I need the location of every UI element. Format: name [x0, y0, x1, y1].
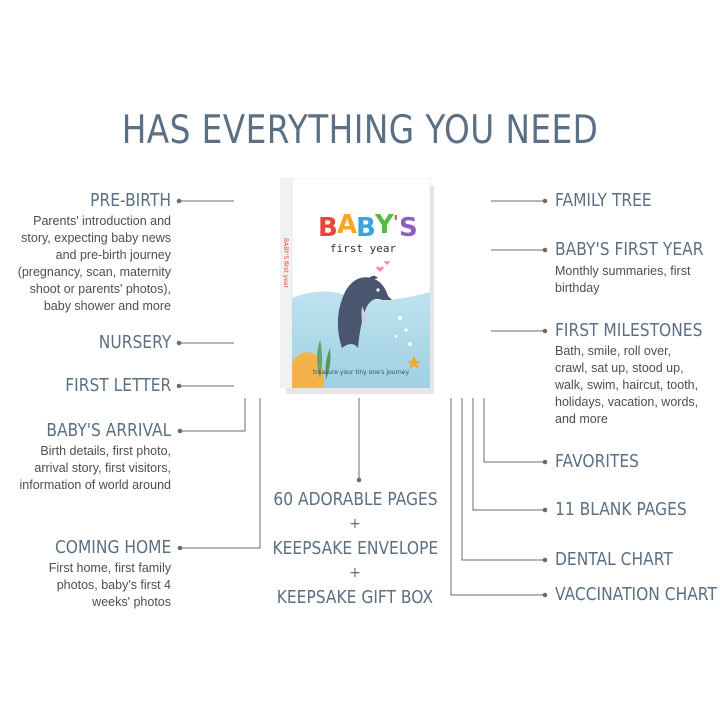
book-title-letter: B: [318, 213, 338, 243]
desc-line: photos, baby's first 4: [56, 578, 171, 592]
heading-dental-chart: DENTAL CHART: [555, 549, 673, 570]
desc-line: baby shower and more: [43, 299, 171, 313]
connector-dot: [178, 429, 182, 433]
desc-pre-birth: [0, 213, 171, 315]
desc-line: information of world around: [19, 478, 171, 492]
desc-line: arrival story, first visitors,: [34, 461, 171, 475]
book-spine-text: BABY'S first year: [282, 238, 289, 289]
desc-line: holidays, vacation, words,: [555, 395, 699, 409]
book-title-letters: [318, 210, 418, 243]
desc-line: (pregnancy, scan, maternity: [17, 265, 171, 279]
desc-line: crawl, sat up, stood up,: [555, 361, 684, 375]
desc-first-milestones: [555, 343, 717, 428]
book-cover-image: [280, 178, 434, 394]
desc-line: Birth details, first photo,: [40, 444, 171, 458]
desc-babys-first-year: [555, 263, 715, 297]
connector-favorites: [484, 398, 545, 462]
heading-11-blank-pages: 11 BLANK PAGES: [555, 499, 687, 520]
desc-line: First home, first family: [48, 561, 171, 575]
desc-line: Monthly summaries, first: [555, 264, 691, 278]
heading-favorites: FAVORITES: [555, 451, 639, 472]
connector-dot: [178, 546, 182, 550]
heading-pre-birth: PRE-BIRTH: [90, 190, 171, 211]
book-title-letter: S: [399, 213, 418, 243]
book-title-letter: A: [337, 210, 358, 240]
connector-dot: [177, 199, 181, 203]
connector-dot: [543, 460, 547, 464]
center-plus: +: [349, 516, 361, 532]
heading-vaccination-chart: VACCINATION CHART: [555, 584, 717, 605]
heading-babys-first-year: BABY'S FIRST YEAR: [555, 239, 704, 260]
connector-dot: [543, 248, 547, 252]
heading-coming-home: COMING HOME: [54, 537, 171, 558]
book-tagline: treasure your tiny one's journey: [313, 369, 409, 376]
desc-line: weeks' photos: [92, 595, 171, 609]
connector-dot: [177, 341, 181, 345]
desc-line: and more: [555, 412, 608, 426]
connector-dot: [543, 329, 547, 333]
desc-line: Bath, smile, roll over,: [555, 344, 672, 358]
desc-babys-arrival: [0, 443, 171, 494]
desc-line: walk, swim, haircut, tooth,: [555, 378, 699, 392]
desc-line: story, expecting baby news: [21, 231, 171, 245]
connector-dot: [177, 384, 181, 388]
book-title-letter: Y: [375, 210, 394, 240]
book-subtitle: first year: [329, 242, 397, 255]
heading-first-letter: FIRST LETTER: [64, 375, 171, 396]
center-keepsake-envelope: KEEPSAKE ENVELOPE: [272, 538, 438, 559]
connector-babys-arrival: [180, 398, 245, 431]
page-title: HAS EVERYTHING YOU NEED: [121, 108, 599, 153]
heading-nursery: NURSERY: [98, 332, 171, 353]
connector-dot: [357, 478, 361, 482]
desc-coming-home: [0, 560, 171, 611]
desc-line: birthday: [555, 281, 600, 295]
connector-dot: [543, 593, 547, 597]
connector-dot: [543, 558, 547, 562]
center-keepsake-gift-box: KEEPSAKE GIFT BOX: [276, 587, 434, 608]
center-adorable-pages: 60 ADORABLE PAGES: [272, 489, 438, 510]
connector-coming-home: [180, 398, 260, 548]
connector-dental-chart: [462, 398, 545, 560]
desc-line: Parents' introduction and: [33, 214, 171, 228]
connector-dot: [543, 508, 547, 512]
desc-line: and pre-birth journey: [55, 248, 171, 262]
connector-dot: [543, 199, 547, 203]
connector-vaccination-chart: [451, 398, 545, 595]
heading-babys-arrival: BABY'S ARRIVAL: [46, 420, 171, 441]
desc-line: shoot or parents' photos),: [29, 282, 171, 296]
book-title-letter: ': [393, 212, 399, 233]
center-plus: +: [349, 565, 361, 581]
heading-family-tree: FAMILY TREE: [555, 190, 652, 211]
book-title-letter: B: [356, 213, 376, 243]
heading-first-milestones: FIRST MILESTONES: [555, 320, 703, 341]
